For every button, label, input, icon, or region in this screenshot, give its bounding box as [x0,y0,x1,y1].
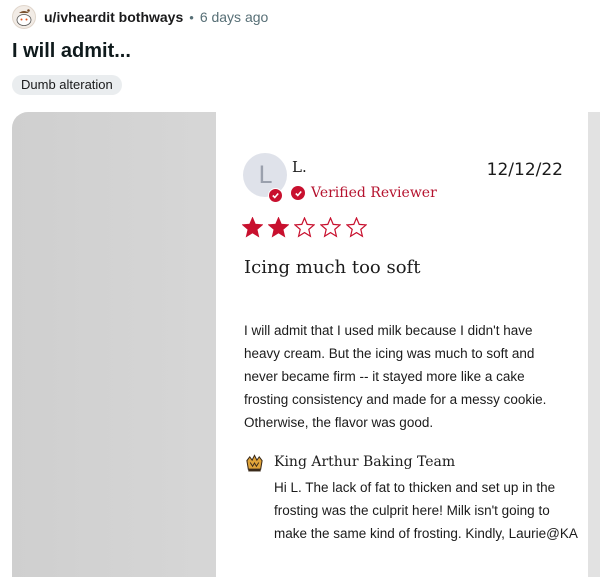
verified-reviewer [291,185,437,201]
header-separator: • [189,9,194,25]
verified-check-icon [291,186,305,200]
review-title: Icing much too soft [244,257,421,278]
review-date: 12/12/22 [486,160,563,180]
star-empty-icon [346,217,367,238]
post-header [12,4,268,30]
star-filled-icon [268,217,289,238]
verified-label: Verified Reviewer [311,185,437,201]
crown-logo-icon [245,453,264,473]
avatar-verified-badge-icon [268,188,283,203]
post-flair[interactable]: Dumb alteration [12,75,122,95]
star-empty-icon [294,217,315,238]
reply-author: King Arthur Baking Team [274,454,456,470]
star-rating [242,217,367,238]
post-title[interactable]: I will admit... [12,40,131,62]
star-empty-icon [320,217,341,238]
reply-text: Hi L. The lack of fat to thicken and set up in the frosting was the culprit here! Milk isn't going to make the same kind of frosting. Kindly, Laurie@KA [274,480,578,541]
post-image[interactable] [12,112,600,577]
reviewer-avatar-letter: L [258,161,272,189]
star-filled-icon [242,217,263,238]
reviewer-name: L. [292,158,307,176]
post-author[interactable]: u/ivheardit bothways [44,9,184,25]
review-card [216,112,588,577]
user-avatar[interactable] [12,5,36,29]
review-body: I will admit that I used milk because I didn't have heavy cream. But the icing was much to soft and never became firm -- it stayed more like a cake frosting consistency and made for a messy cookie. Otherwise, the flavor was good. [244,323,547,430]
snoo-avatar-icon [13,6,35,28]
post-age: 6 days ago [199,9,269,25]
